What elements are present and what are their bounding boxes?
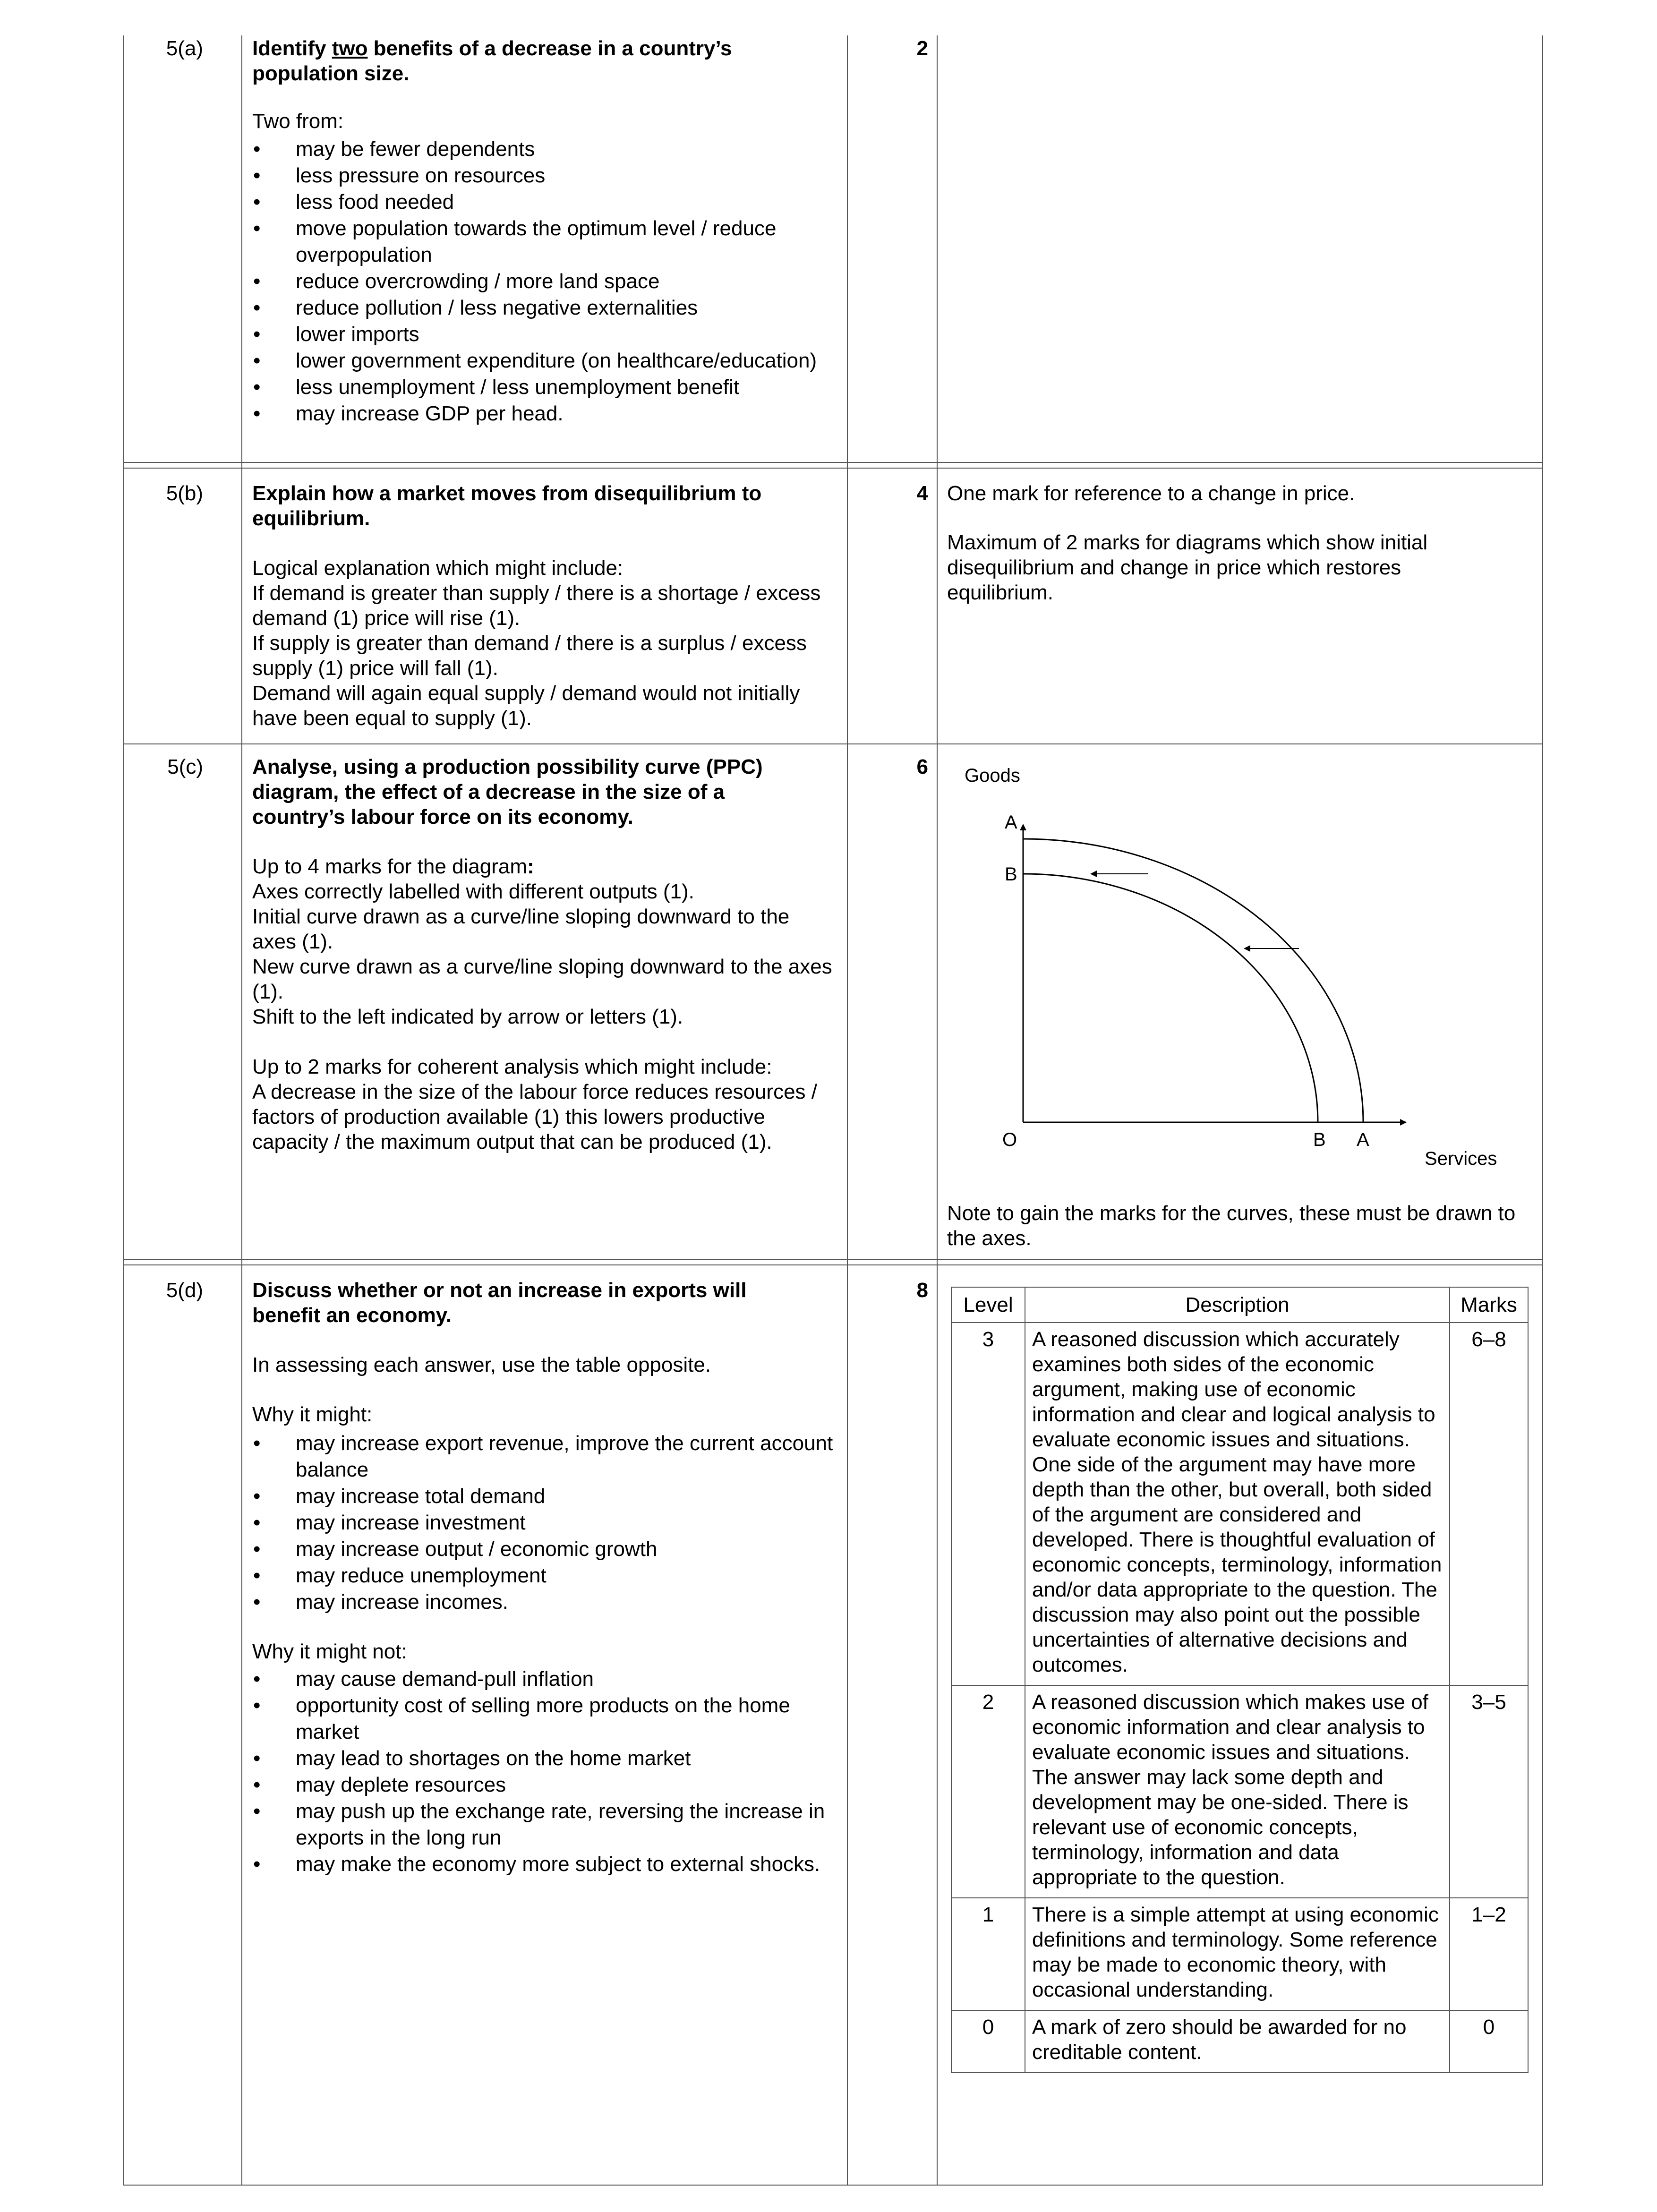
why-might-heading: Why it might: bbox=[252, 1403, 373, 1426]
marks-cell: 1–2 bbox=[1450, 1898, 1528, 2010]
marks-cell: 6–8 bbox=[1450, 1323, 1528, 1685]
diagram-point-4: Shift to the left indicated by arrow or letters (1). bbox=[252, 1005, 683, 1028]
guidance-5b-2: Maximum of 2 marks for diagrams which show initial disequilibrium and change in price which restores equilibrium. bbox=[947, 531, 1428, 604]
description-cell: A mark of zero should be awarded for no creditable content. bbox=[1025, 2010, 1450, 2073]
table-border-left bbox=[123, 35, 124, 2186]
list-item: • less pressure on resources bbox=[252, 162, 838, 189]
list-item: • reduce overcrowding / more land space bbox=[252, 268, 838, 295]
list-item: • may lead to shortages on the home market bbox=[252, 1745, 838, 1772]
row-separator-c-d bbox=[123, 1259, 1543, 1260]
x-axis-label: Services bbox=[1425, 1148, 1497, 1169]
list-item: • may be fewer dependents bbox=[252, 136, 838, 162]
x-label-a: A bbox=[1357, 1129, 1369, 1150]
level-cell: 1 bbox=[951, 1898, 1025, 2010]
list-item: • opportunity cost of selling more products on the home market bbox=[252, 1692, 838, 1745]
question-5b-text: Explain how a market moves from disequilibrium to equilibrium. bbox=[252, 482, 762, 530]
list-item: • may increase investment bbox=[252, 1510, 838, 1536]
table-header-row bbox=[951, 1287, 1528, 1323]
why-not-heading: Why it might not: bbox=[252, 1640, 407, 1663]
diagram-point-2: Initial curve drawn as a curve/line sloping downward to the axes (1). bbox=[252, 905, 790, 953]
answer-5a-list bbox=[252, 136, 838, 427]
question-5c-text: Analyse, using a production possibility curve (PPC) diagram, the effect of a decrease in the size of a country’s labour force on its economy. bbox=[252, 755, 763, 828]
header-description: Description bbox=[1025, 1287, 1450, 1323]
answer-5b-line-3: If supply is greater than demand / there is a surplus / excess supply (1) price will fall (1). bbox=[252, 632, 807, 680]
marks-5a: 2 bbox=[916, 37, 928, 60]
ppc-diagram bbox=[945, 756, 1540, 1171]
answer-5b-line-1: Logical explanation which might include: bbox=[252, 556, 624, 580]
diagram-note: Note to gain the marks for the curves, these must be drawn to the axes. bbox=[947, 1202, 1516, 1250]
level-cell: 2 bbox=[951, 1685, 1025, 1898]
list-item: • may deplete resources bbox=[252, 1772, 838, 1798]
question-5a-post: benefits of a decrease in a country’s population size. bbox=[252, 37, 732, 85]
answer-5a-intro: Two from: bbox=[252, 110, 344, 133]
origin-label: O bbox=[1002, 1129, 1017, 1150]
table-row bbox=[951, 1323, 1528, 1685]
row-separator-c-d-double bbox=[123, 1264, 1543, 1265]
column-divider-guidance bbox=[937, 35, 938, 2186]
column-divider-marks bbox=[847, 35, 848, 2186]
answer-5d-intro: In assessing each answer, use the table opposite. bbox=[252, 1353, 711, 1376]
x-label-b: B bbox=[1313, 1129, 1326, 1150]
answer-5b-line-4: Demand will again equal supply / demand would not initially have been equal to supply (1). bbox=[252, 682, 800, 730]
guidance-5b-1: One mark for reference to a change in price. bbox=[947, 482, 1355, 505]
question-number-5d: 5(d) bbox=[166, 1279, 203, 1302]
table-row bbox=[951, 1685, 1528, 1898]
ppc-curve-new bbox=[1023, 874, 1318, 1122]
table-row bbox=[951, 1898, 1528, 2010]
y-label-b: B bbox=[1005, 864, 1017, 885]
question-5a-pre: Identify bbox=[252, 37, 332, 60]
question-number-5c: 5(c) bbox=[167, 755, 203, 778]
level-cell: 3 bbox=[951, 1323, 1025, 1685]
table-border-right bbox=[1542, 35, 1543, 2186]
list-item: • may increase GDP per head. bbox=[252, 401, 838, 427]
y-axis-label: Goods bbox=[965, 765, 1020, 786]
list-item: • may increase incomes. bbox=[252, 1589, 838, 1615]
description-cell: A reasoned discussion which accurately examines both sides of the economic argument, making use of economic information and clear and logical analysis to evaluate economic issues and situations. One side of the argument may have more depth than the other, but overall, both sided of the argument are considered and developed. There is thoughtful evaluation of economic concepts, terminology, information and/or data appropriate to the question. The discussion may also point out the possible uncertainties of alternative decisions and outcomes. bbox=[1025, 1323, 1450, 1685]
list-item: • may increase export revenue, improve the current account balance bbox=[252, 1430, 838, 1483]
column-divider-question bbox=[241, 35, 242, 2186]
why-might-list bbox=[252, 1430, 838, 1615]
description-cell: There is a simple attempt at using economic definitions and terminology. Some reference may be made to economic theory, with occasional understanding. bbox=[1025, 1898, 1450, 2010]
list-item: • may increase output / economic growth bbox=[252, 1536, 838, 1563]
marks-5b: 4 bbox=[916, 482, 928, 505]
row-separator-a-b bbox=[123, 462, 1543, 463]
question-5a-emph: two bbox=[332, 37, 368, 60]
marks-5c: 6 bbox=[916, 755, 928, 778]
diagram-marks-heading-colon: : bbox=[527, 855, 534, 878]
row-separator-b-c bbox=[123, 743, 1543, 744]
analysis-text: A decrease in the size of the labour force reduces resources / factors of production available (1) this lowers productive capacity / the maximum output that can be produced (1). bbox=[252, 1080, 817, 1153]
description-cell: A reasoned discussion which makes use of economic information and clear analysis to evaluate economic issues and situations. The answer may lack some depth and development may be one-sided. There is relevant use of economic concepts, terminology, information and data appropriate to the question. bbox=[1025, 1685, 1450, 1898]
answer-5b-line-2: If demand is greater than supply / there is a shortage / excess demand (1) price will rise (1). bbox=[252, 581, 821, 630]
why-not-list bbox=[252, 1666, 838, 1878]
list-item: • may cause demand-pull inflation bbox=[252, 1666, 838, 1692]
diagram-point-1: Axes correctly labelled with different outputs (1). bbox=[252, 880, 694, 903]
ppc-curve-initial bbox=[1023, 839, 1363, 1122]
header-level: Level bbox=[951, 1287, 1025, 1323]
diagram-marks-heading-text: Up to 4 marks for the diagram bbox=[252, 855, 528, 878]
level-descriptor-table bbox=[951, 1287, 1529, 2073]
list-item: • may reduce unemployment bbox=[252, 1563, 838, 1589]
list-item: • may push up the exchange rate, reversing the increase in exports in the long run bbox=[252, 1798, 838, 1851]
list-item: • less unemployment / less unemployment benefit bbox=[252, 374, 838, 401]
list-item: • lower imports bbox=[252, 321, 838, 348]
analysis-heading: Up to 2 marks for coherent analysis which might include: bbox=[252, 1055, 772, 1078]
diagram-point-3: New curve drawn as a curve/line sloping downward to the axes (1). bbox=[252, 955, 832, 1003]
marks-5d: 8 bbox=[916, 1279, 928, 1302]
question-number-5a: 5(a) bbox=[166, 37, 203, 60]
list-item: • lower government expenditure (on healthcare/education) bbox=[252, 348, 838, 374]
question-5a-text bbox=[252, 36, 833, 86]
list-item: • may increase total demand bbox=[252, 1483, 838, 1510]
list-item: • move population towards the optimum level / reduce overpopulation bbox=[252, 215, 838, 268]
row-separator-a-b-double bbox=[123, 468, 1543, 469]
marks-cell: 3–5 bbox=[1450, 1685, 1528, 1898]
question-number-5b: 5(b) bbox=[166, 482, 203, 505]
diagram-marks-heading bbox=[252, 854, 838, 879]
header-marks: Marks bbox=[1450, 1287, 1528, 1323]
y-label-a: A bbox=[1005, 812, 1017, 833]
table-border-bottom bbox=[123, 2185, 1543, 2186]
question-5d-text: Discuss whether or not an increase in exports will benefit an economy. bbox=[252, 1279, 747, 1327]
list-item: • less food needed bbox=[252, 189, 838, 215]
table-row bbox=[951, 2010, 1528, 2073]
marks-cell: 0 bbox=[1450, 2010, 1528, 2073]
level-cell: 0 bbox=[951, 2010, 1025, 2073]
list-item: • reduce pollution / less negative externalities bbox=[252, 295, 838, 321]
list-item: • may make the economy more subject to external shocks. bbox=[252, 1851, 838, 1878]
